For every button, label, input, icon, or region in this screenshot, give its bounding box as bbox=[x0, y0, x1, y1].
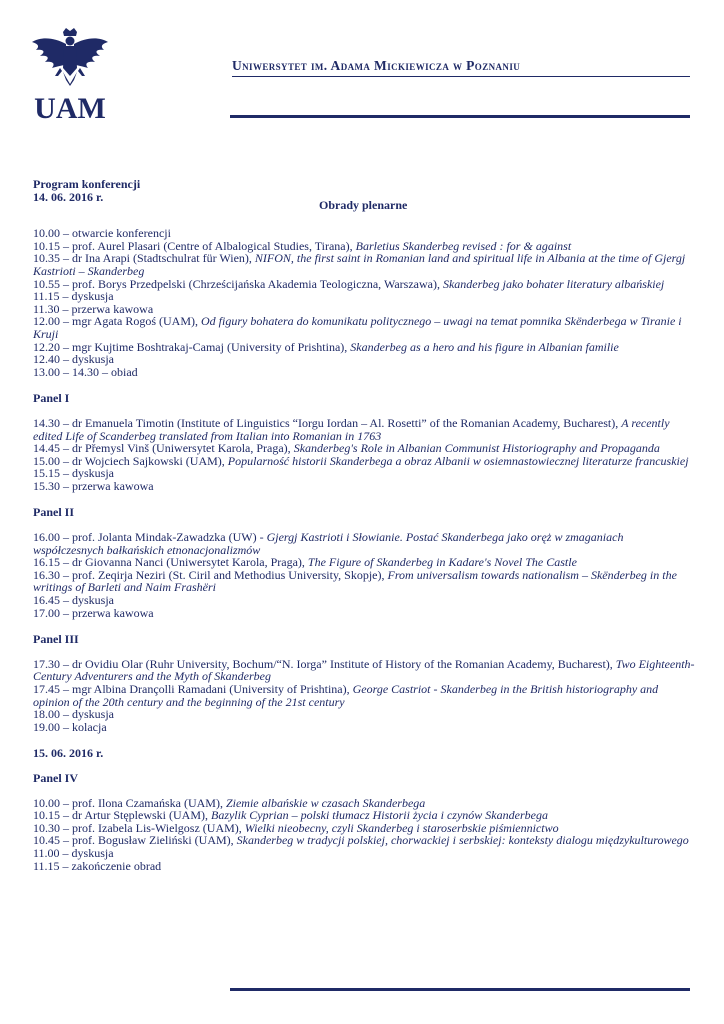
plenary-list bbox=[33, 227, 697, 378]
item-text: 14.45 – dr Přemysl Vinš (Uniwersytet Karola, Praga), bbox=[33, 441, 294, 456]
program-item bbox=[33, 860, 697, 873]
item-text: 15.00 – dr Wojciech Sajkowski (UAM), bbox=[33, 453, 228, 468]
footer-bar bbox=[230, 988, 690, 991]
item-text: 10.15 – prof. Aurel Plasari (Centre of Albalogical Studies, Tirana), bbox=[33, 238, 356, 253]
item-text: 11.15 – dyskusja bbox=[33, 289, 114, 304]
item-text: 15.30 – przerwa kawowa bbox=[33, 478, 154, 493]
svg-text:UAM: UAM bbox=[34, 92, 106, 122]
item-title: Barletius Skanderbeg revised : for & against bbox=[355, 238, 572, 253]
header-divider bbox=[232, 76, 690, 77]
item-text: 11.00 – dyskusja bbox=[33, 845, 114, 860]
eagle-icon bbox=[30, 28, 110, 122]
item-title: Popularność historii Skanderbega a obraz Albanii w osiemnastowiecznej literaturze francuskiej bbox=[227, 453, 689, 468]
item-text: 16.15 – dr Giovanna Nanci (Uniwersytet Karola, Praga), bbox=[33, 555, 308, 570]
item-title: Ziemie albańskie w czasach Skanderbega bbox=[225, 795, 426, 810]
program-item bbox=[33, 366, 697, 379]
program-item bbox=[33, 480, 697, 493]
program-item bbox=[33, 607, 697, 620]
item-title: A recently edited Life of Scanderbeg translated from Italian into Romanian in 1763 bbox=[33, 415, 670, 443]
item-text: 14.30 – dr Emanuela Timotin (Institute of Linguistics “Iorgu Iordan – Al. Rosetti” of the Romanian Academy, Bucharest), bbox=[33, 415, 622, 430]
item-text: 17.00 – przerwa kawowa bbox=[33, 605, 154, 620]
item-title: NIFON, the first saint in Romanian land and spiritual life in Albania at the time of Gjergj Kastrioti – Skanderbeg bbox=[33, 251, 686, 278]
item-title: Skanderbeg's Role in Albanian Communist Historiography and Propaganda bbox=[293, 441, 660, 456]
panel-3-title: Panel III bbox=[33, 632, 79, 647]
item-text: 10.00 – otwarcie konferencji bbox=[33, 226, 171, 241]
plenary-title: Obrady plenarne bbox=[319, 197, 408, 212]
item-text: 16.45 – dyskusja bbox=[33, 593, 114, 608]
item-text: 10.35 – dr Ina Arapi (Stadtschulrat für Wien), bbox=[33, 251, 255, 266]
panel-2-title: Panel II bbox=[33, 505, 75, 520]
item-text: 17.30 – dr Ovidiu Olar (Ruhr University, Bochum/“N. Iorga” Institute of History of the Romanian Academy, Bucharest), bbox=[33, 656, 616, 671]
item-title: Od figury bohatera do komunikatu politycznego – uwagi na temat pomnika Skënderbega w Tiranie i Kruji bbox=[33, 314, 682, 341]
program-item bbox=[33, 834, 697, 847]
university-name: Uniwersytet im. Adama Mickiewicza w Poznaniu bbox=[232, 58, 521, 73]
item-title: Skanderbeg w tradycji polskiej, chorwackiej i serbskiej: konteksty dialogu międzykulturowego bbox=[236, 833, 689, 848]
program-item bbox=[33, 569, 697, 594]
item-text: 10.15 – dr Artur Stęplewski (UAM), bbox=[33, 808, 211, 823]
panel-2-list bbox=[33, 531, 697, 619]
item-text: 13.00 – 14.30 – obiad bbox=[33, 364, 138, 379]
program-content bbox=[33, 178, 697, 872]
item-title: Gjergj Kastrioti i Słowianie. Postać Skanderbega jako oręż w zmaganiach współczesnych bałkańskich etnonacjonalizmów bbox=[33, 530, 624, 557]
panel-4-title: Panel IV bbox=[33, 770, 78, 785]
item-text: 12.00 – mgr Agata Rogoś (UAM), bbox=[33, 314, 201, 329]
panel-3-list bbox=[33, 658, 697, 734]
item-title: From universalism towards nationalism – Skënderbeg in the writings of Barleti and Naim Frashëri bbox=[33, 567, 677, 595]
item-text: 11.30 – przerwa kawowa bbox=[33, 301, 154, 316]
uam-logo bbox=[30, 28, 110, 122]
item-text: 10.30 – prof. Izabela Lis-Wielgosz (UAM), bbox=[33, 820, 245, 835]
item-title: George Castriot - Skanderbeg in the British historiography and opinion of the 20th century and the beginning of the 21st century bbox=[33, 682, 659, 709]
item-text: 15.15 – dyskusja bbox=[33, 466, 114, 481]
item-text: 12.20 – mgr Kujtime Boshtrakaj-Camaj (University of Prishtina), bbox=[33, 339, 351, 354]
date-day-2: 15. 06. 2016 r. bbox=[33, 746, 104, 761]
item-text: 12.40 – dyskusja bbox=[33, 352, 114, 367]
item-title: The Figure of Skanderbeg in Kadare's Novel The Castle bbox=[307, 555, 577, 570]
item-title: Bazylik Cyprian – polski tłumacz Historii życia i czynów Skanderbega bbox=[210, 808, 548, 823]
panel-4-list bbox=[33, 797, 697, 873]
program-item bbox=[33, 278, 697, 291]
panel-1-list bbox=[33, 417, 697, 493]
program-item bbox=[33, 531, 697, 556]
program-heading: Program konferencji bbox=[33, 177, 141, 191]
program-item bbox=[33, 417, 697, 442]
date-day-1: 14. 06. 2016 r. bbox=[33, 189, 104, 204]
item-title: Skanderbeg as a hero and his figure in Albanian familie bbox=[350, 339, 619, 354]
program-item bbox=[33, 315, 697, 340]
item-text: 10.45 – prof. Bogusław Zieliński (UAM), bbox=[33, 833, 237, 848]
item-text: 10.00 – prof. Ilona Czamańska (UAM), bbox=[33, 795, 226, 810]
item-text: 10.55 – prof. Borys Przedpelski (Chrześcijańska Akademia Teologiczna, Warszawa), bbox=[33, 276, 443, 291]
item-text: 19.00 – kolacja bbox=[33, 719, 107, 734]
program-item bbox=[33, 455, 697, 468]
panel-1-title: Panel I bbox=[33, 391, 70, 406]
item-text: 16.00 – prof. Jolanta Mindak-Zawadzka (UW) - bbox=[33, 530, 267, 545]
item-title: Skanderbeg jako bohater literatury albańskiej bbox=[442, 276, 665, 291]
program-item bbox=[33, 658, 697, 683]
program-item bbox=[33, 683, 697, 708]
item-text: 16.30 – prof. Zeqirja Neziri (St. Ciril and Methodius University, Skopje), bbox=[33, 567, 388, 582]
item-text: 17.45 – mgr Albina Drançolli Ramadani (University of Prishtina), bbox=[33, 682, 353, 696]
program-item bbox=[33, 341, 697, 354]
program-item bbox=[33, 708, 697, 721]
program-item bbox=[33, 252, 697, 277]
item-text: 11.15 – zakończenie obrad bbox=[33, 858, 162, 873]
program-item bbox=[33, 721, 697, 734]
item-title: Wielki nieobecny, czyli Skanderbeg i staroserbskie piśmiennictwo bbox=[244, 820, 559, 835]
item-text: 18.00 – dyskusja bbox=[33, 707, 114, 722]
header-bar bbox=[230, 115, 690, 118]
item-title: Two Eighteenth-Century Adventurers and the Myth of Skanderbeg bbox=[33, 656, 695, 684]
